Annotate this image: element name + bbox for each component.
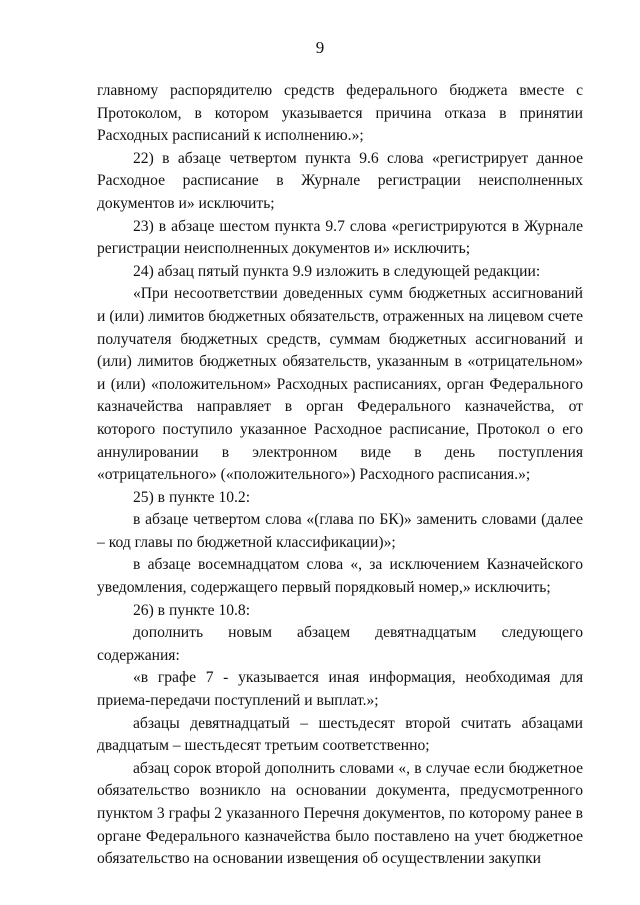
paragraph-item-25: 25) в пункте 10.2: bbox=[133, 488, 251, 506]
paragraph-item-26-c: абзац сорок второй дополнить словами «, в случае если бюджетное обязательство возникло на основании документа, предусмотренного пунктом 3 графы 2 указанного Перечня документов, по которому ранее в органе Федерального казначейства было поставлено на учет бюджетное обязательство на основании извещения об осуществлении закупки bbox=[97, 759, 583, 868]
paragraph-item-26-b: абзацы девятнадцатый – шестьдесят второй считать абзацами двадцатым – шестьдесят третьим соответственно; bbox=[97, 714, 583, 755]
paragraph-quoted-revision: «При несоответствии доведенных сумм бюджетных ассигнований и (или) лимитов бюджетных обязательств, отраженных на лицевом счете получателя бюджетных средств, суммам бюджетных ассигнований и (или) лимитов бюджетных обязательств, указанным в «отрицательном» и (или) «положительном» Расходных расписаниях, орган Федерального казначейства направляет в орган Федерального казначейства, от которого поступило указанное Расходное расписание, Протокол о его аннулировании в электронном виде в день поступления «отрицательного» («положительного») Расходного расписания.»; bbox=[97, 285, 583, 484]
paragraph-item-25-a: в абзаце четвертом слова «(глава по БК)» заменить словами (далее – код главы по бюджетной классификации)»; bbox=[97, 511, 583, 551]
document-body bbox=[97, 80, 583, 871]
paragraph-item-26-quote: «в графе 7 - указывается иная информация, необходимая для приема-передачи поступлений и выплат.»; bbox=[97, 669, 583, 710]
paragraph-item-25-b: в абзаце восемнадцатом слова «, за исключением Казначейского уведомления, содержащего первый порядковый номер,» исключить; bbox=[97, 556, 583, 597]
paragraph-item-23: 23) в абзаце шестом пункта 9.7 слова «регистрируются в Журнале регистрации неисполненных документов и» исключить; bbox=[97, 217, 583, 258]
page-number: 9 bbox=[315, 38, 325, 57]
paragraph-item-22: 22) в абзаце четвертом пункта 9.6 слова «регистрирует данное Расходное расписание в Журнале регистрации неисполненных документов и» исключить; bbox=[97, 149, 583, 212]
paragraph-continuation: главному распорядителю средств федерального бюджета вместе с Протоколом, в котором указывается причина отказа в принятии Расходных расписаний к исполнению.»; bbox=[97, 82, 583, 145]
paragraph-item-26-a: дополнить новым абзацем девятнадцатым следующего содержания: bbox=[97, 624, 583, 664]
paragraph-item-26: 26) в пункте 10.8: bbox=[133, 601, 251, 619]
paragraph-item-24: 24) абзац пятый пункта 9.9 изложить в следующей редакции: bbox=[133, 262, 541, 280]
